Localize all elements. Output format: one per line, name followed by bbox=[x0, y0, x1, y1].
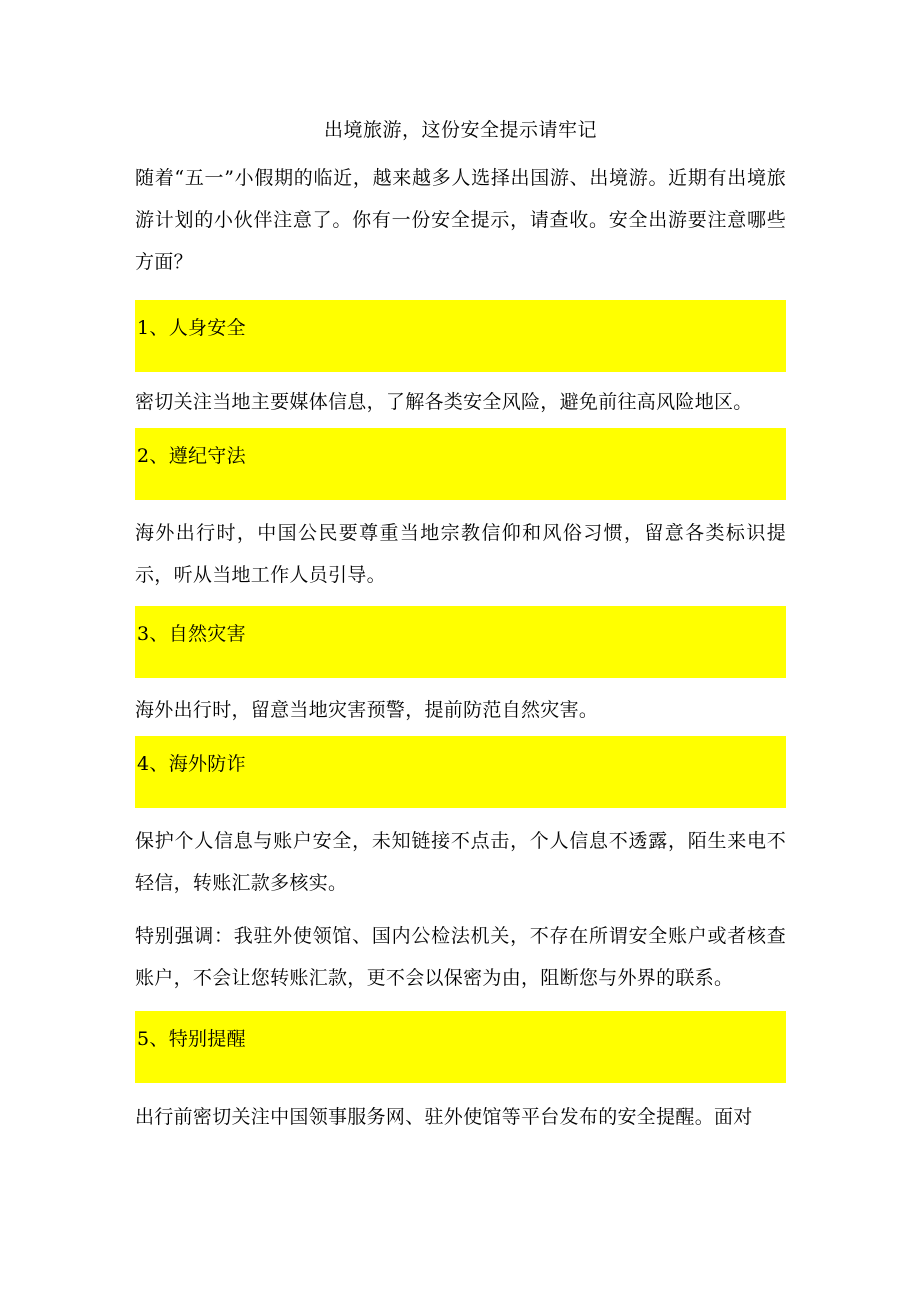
section-1-paragraph: 密切关注当地主要媒体信息，了解各类安全风险，避免前往高风险地区。 bbox=[135, 391, 753, 413]
document-title: 出境旅游，这份安全提示请牢记 bbox=[323, 119, 597, 141]
section-3-heading: 3、自然灾害 bbox=[137, 623, 246, 645]
section-4-paragraph-1: 保护个人信息与账户安全，未知链接不点击，个人信息不透露，陌生来电不轻信，转账汇款多核实。 bbox=[135, 830, 786, 894]
section-4-heading: 4、海外防诈 bbox=[137, 753, 246, 775]
section-1-heading: 1、人身安全 bbox=[137, 317, 246, 339]
section-1-heading-band bbox=[135, 300, 786, 372]
section-5-heading-band bbox=[135, 1011, 786, 1083]
section-2-heading: 2、遵纪守法 bbox=[137, 445, 246, 467]
section-4-heading-band bbox=[135, 736, 786, 808]
section-4-paragraph-2: 特别强调：我驻外使领馆、国内公检法机关，不存在所谓安全账户或者核查账户，不会让您转账汇款，更不会以保密为由，阻断您与外界的联系。 bbox=[135, 925, 786, 989]
section-5-paragraph: 出行前密切关注中国领事服务网、驻外使馆等平台发布的安全提醒。面对 bbox=[135, 1106, 753, 1128]
section-3-heading-band bbox=[135, 606, 786, 678]
section-3-paragraph: 海外出行时，留意当地灾害预警，提前防范自然灾害。 bbox=[135, 699, 599, 721]
intro-paragraph: 随着“五一”小假期的临近，越来越多人选择出国游、出境游。近期有出境旅游计划的小伙伴注意了。你有一份安全提示，请查收。安全出游要注意哪些方面？ bbox=[135, 167, 786, 273]
section-5-heading: 5、特别提醒 bbox=[137, 1028, 246, 1050]
section-2-paragraph: 海外出行时，中国公民要尊重当地宗教信仰和风俗习惯，留意各类标识提示，听从当地工作人员引导。 bbox=[135, 522, 786, 586]
section-2-heading-band bbox=[135, 428, 786, 500]
